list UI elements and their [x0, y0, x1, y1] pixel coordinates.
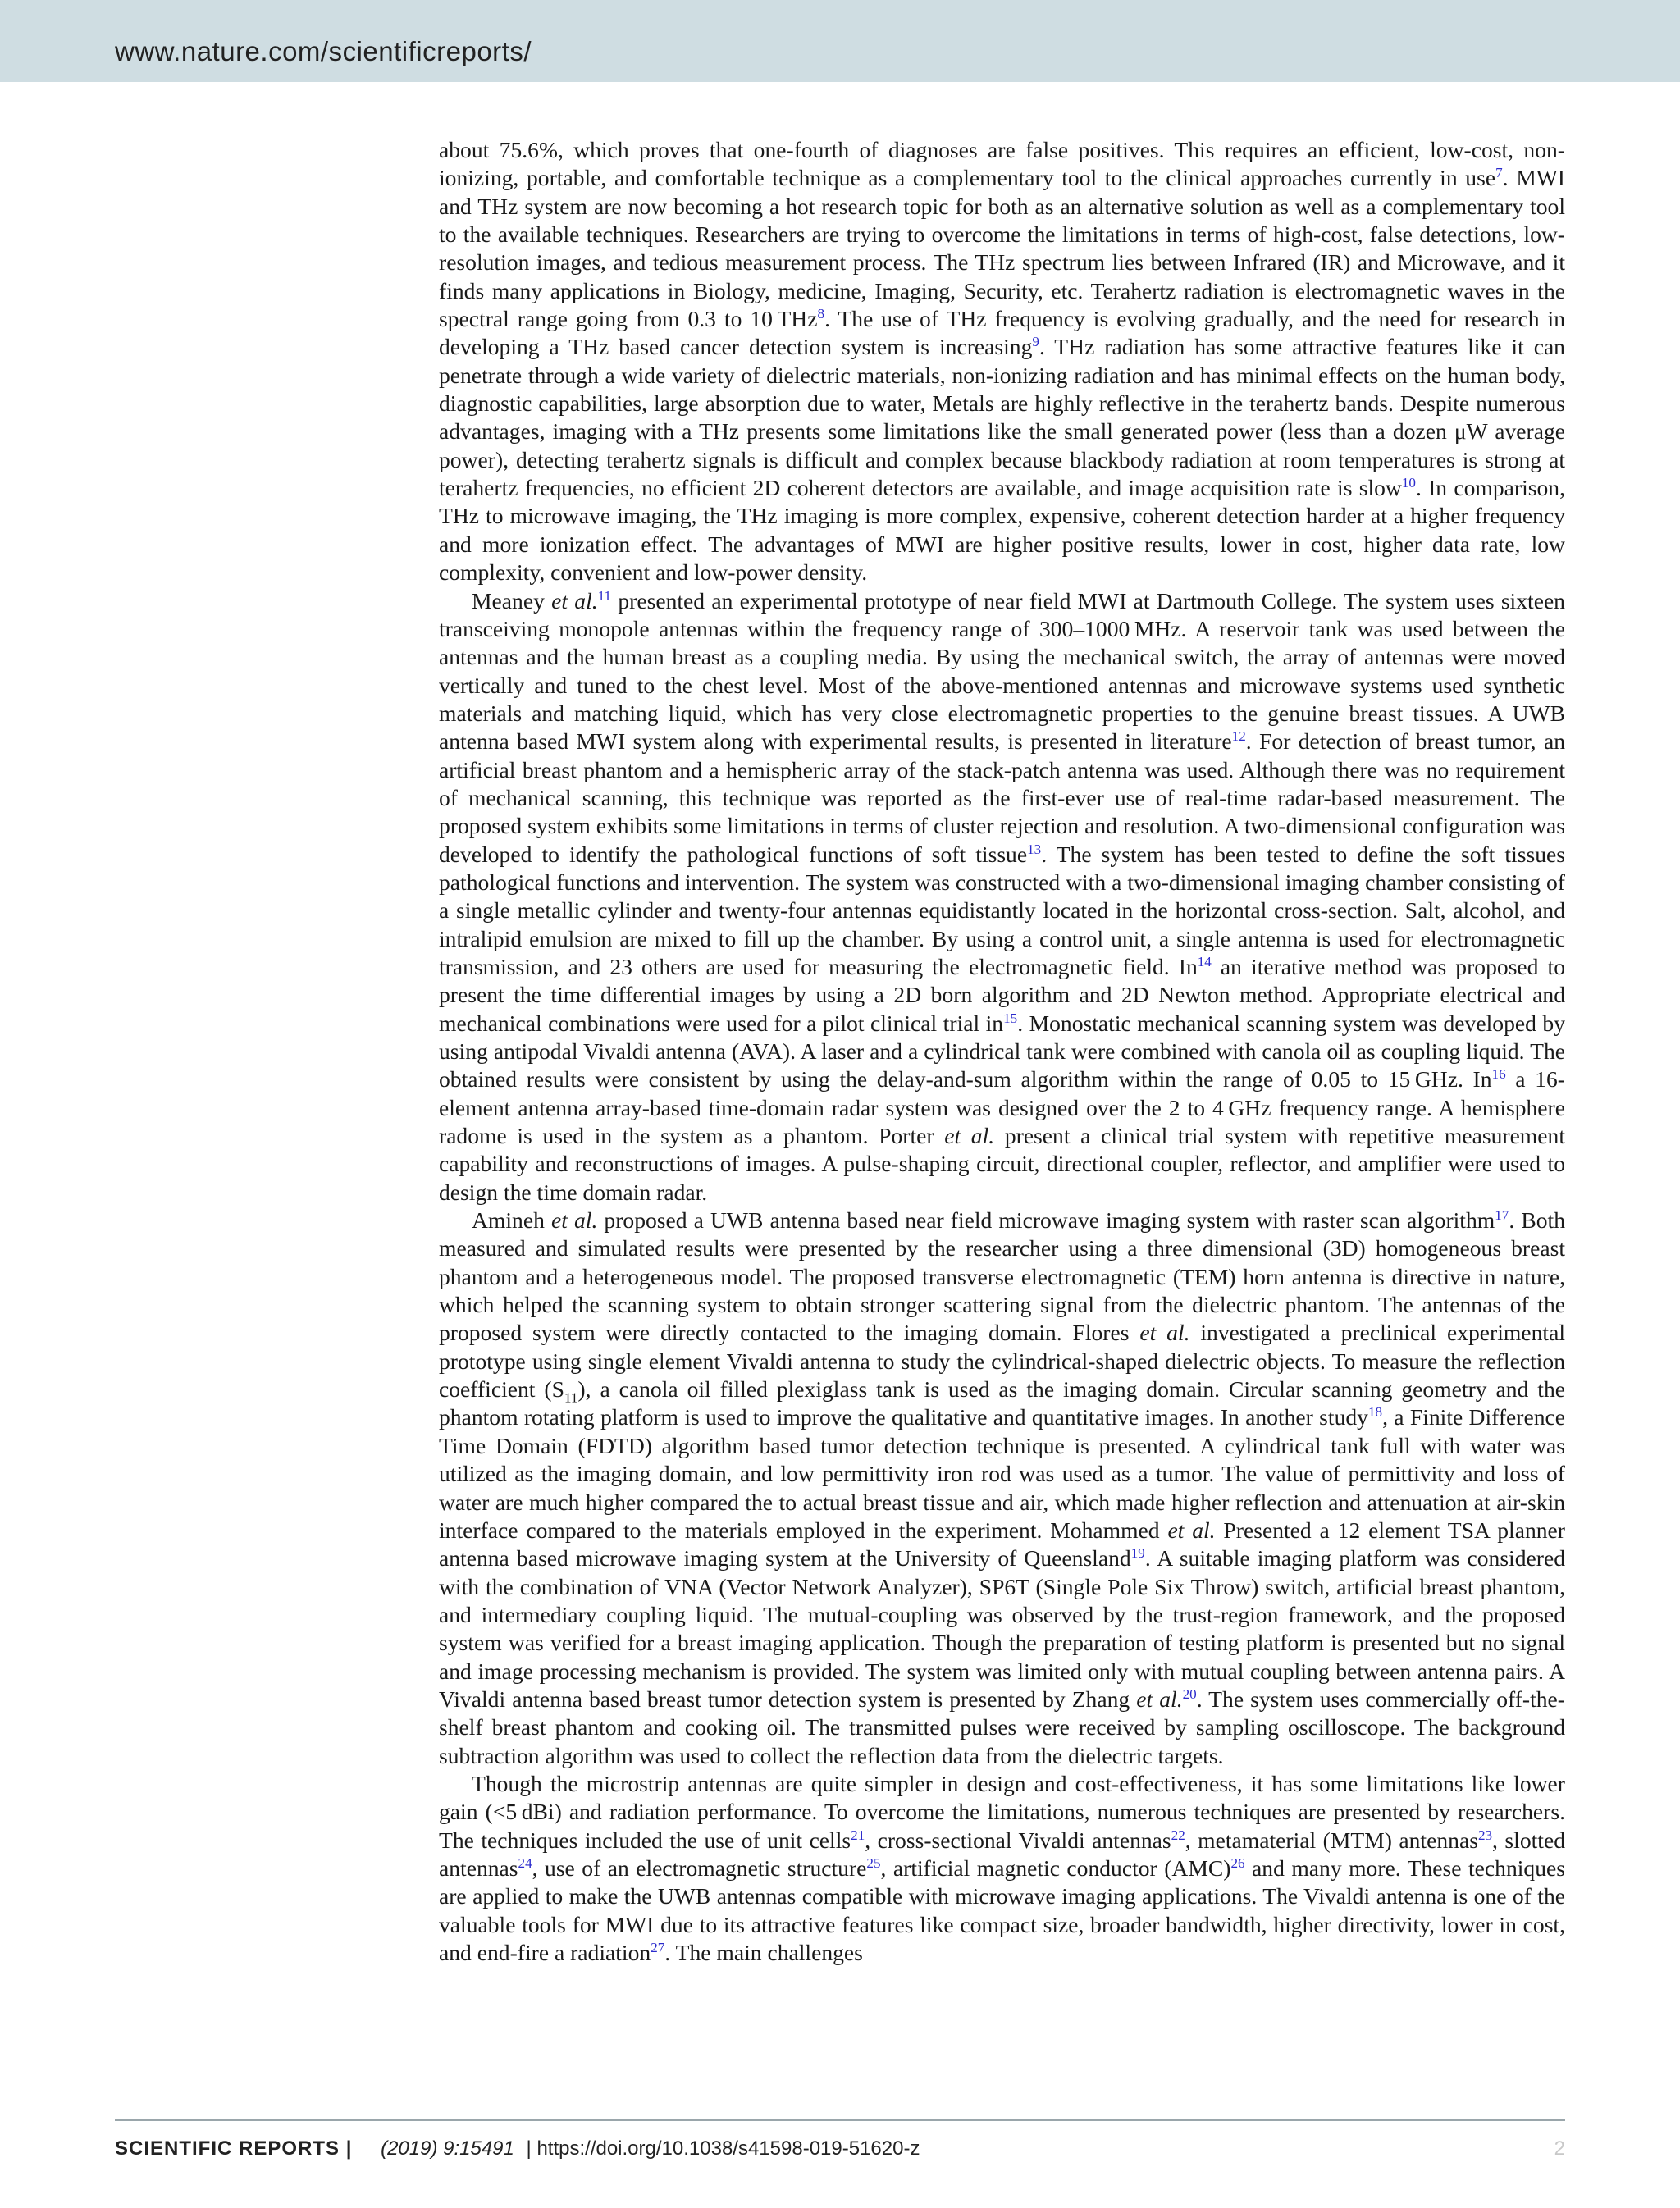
italic-text: et al. — [1136, 1686, 1183, 1712]
reference-citation-link[interactable]: 25 — [866, 1854, 881, 1871]
italic-text: et al. — [944, 1123, 995, 1149]
text-run: , a Finite Difference Time Domain (FDTD) algorithm based tumor detection technique is presented. A cylindrical tank full with water was utilized as the imaging domain, and low permittivity iron rod was used as a tumor. The value of permittivity and loss of water are much higher compared the to actual breast tissue and air, which made higher reflection and attenuation at air-skin interface compared to the materials employed in the experiment. Mohammed — [439, 1404, 1566, 1543]
subscript-text: 11 — [564, 1389, 578, 1406]
reference-citation-link[interactable]: 9 — [1032, 334, 1039, 350]
reference-citation-link[interactable]: 23 — [1477, 1827, 1493, 1843]
text-run: an iterative method was proposed to present the time differential images by using a 2D born algorithm and 2D Newton method. Appropriate electrical and mechanical combinations were used for a pilot clinical trial in — [439, 953, 1566, 1036]
reference-citation-link[interactable]: 19 — [1130, 1545, 1145, 1561]
reference-citation-link[interactable]: 15 — [1003, 1010, 1018, 1026]
reference-citation-link[interactable]: 12 — [1231, 728, 1246, 745]
reference-citation-link[interactable]: 20 — [1182, 1686, 1197, 1702]
reference-citation-link[interactable]: 8 — [817, 305, 825, 322]
text-run: . The system has been tested to define the soft tissues pathological functions and intervention. The system was constructed with a two-dimensional imaging chamber consisting of a single metallic cylinder and twenty-four antennas equidistantly located in the horizontal cross-section. Salt, alcohol, and intralipid emulsion are mixed to fill up the chamber. By using a control unit, a single antenna is used for electromagnetic transmission, and 23 others are used for measuring the electromagnetic field. In — [439, 841, 1565, 979]
reference-citation-link[interactable]: 14 — [1197, 953, 1212, 969]
body-paragraph — [439, 1207, 1565, 1770]
reference-citation-link[interactable]: 11 — [597, 587, 612, 604]
header-url[interactable]: www.nature.com/scientificreports/ — [115, 36, 532, 66]
text-run: . The main challenges — [664, 1940, 863, 1965]
italic-text: et al. — [551, 587, 598, 614]
text-run: Amineh — [472, 1207, 551, 1234]
text-run: . In comparison, THz to microwave imaging, the THz imaging is more complex, expensive, coherent detection harder at a higher frequency and more ionization effect. The advantages of MWI are higher positive results, lower in cost, higher data rate, low complexity, convenient and low-power density. — [439, 475, 1566, 586]
text-run: about 75.6%, which proves that one-fourth of diagnoses are false positives. This requires an efficient, low-cost, non-ionizing, portable, and comfortable technique as a complementary tool to the clinical approaches currently in use — [439, 137, 1565, 191]
text-run: a 16-element antenna array-based time-domain radar system was designed over the 2 to 4 GHz frequency range. A hemisphere radome is used in the system as a phantom. Porter — [439, 1066, 1566, 1149]
page-header — [0, 0, 1680, 82]
reference-citation-link[interactable]: 18 — [1367, 1404, 1383, 1421]
reference-citation-link[interactable]: 16 — [1491, 1066, 1506, 1083]
footer-doi-link[interactable]: | https://doi.org/10.1038/s41598-019-51620-z — [526, 2137, 920, 2160]
text-run: Though the microstrip antennas are quite simpler in design and cost-effectiveness, it has some limitations like lower gain (<5 dBi) and radiation performance. To overcome the limitations, numerous techniques are presented by researchers. The techniques included the use of unit cells — [439, 1770, 1565, 1853]
text-run: ), a canola oil filled plexiglass tank is used as the imaging domain. Circular scanning geometry and the phantom rotating platform is used to improve the qualitative and quantitative images. In another study — [439, 1376, 1565, 1430]
reference-citation-link[interactable]: 26 — [1230, 1854, 1245, 1871]
text-run: , slotted antennas — [439, 1827, 1565, 1881]
page-footer — [115, 2137, 1565, 2160]
body-paragraph — [439, 1770, 1565, 1967]
body-paragraph — [439, 587, 1565, 1207]
italic-text: et al. — [1167, 1517, 1216, 1543]
text-run: presented an experimental prototype of near field MWI at Dartmouth College. The system uses sixteen transceiving monopole antennas within the frequency range of 300–1000 MHz. A reservoir tank was used between the antennas and the human breast as a coupling media. By using the mechanical switch, the array of antennas were moved vertically and tuned to the chest level. Most of the above-mentioned antennas and microwave systems used synthetic materials and matching liquid, which has very close electromagnetic properties to the genuine breast tissues. A UWB antenna based MWI system along with experimental results, is presented in literature — [439, 587, 1565, 755]
italic-text: et al. — [550, 1207, 598, 1234]
reference-citation-link[interactable]: 7 — [1495, 165, 1503, 181]
page-number: 2 — [1554, 2137, 1565, 2160]
text-run: , cross-sectional Vivaldi antennas — [865, 1827, 1171, 1853]
text-run: , use of an electromagnetic structure — [532, 1854, 867, 1881]
text-run: . MWI and THz system are now becoming a hot research topic for both as an alternative solution as well as a complementary tool to the available techniques. Researchers are trying to overcome the limitations in terms of high-cost, false detections, low-resolution images, and tedious measurement process. The THz spectrum lies between Infrared (IR) and Microwave, and it finds many applications in Biology, medicine, Imaging, Security, etc. Terahertz radiation is electromagnetic waves in the spectral range going from 0.3 to 10 THz — [439, 165, 1565, 332]
text-run: and many more. These techniques are applied to make the UWB antennas compatible with microwave imaging applications. The Vivaldi antenna is one of the valuable tools for MWI due to its attractive features like compact size, broader bandwidth, higher directivity, lower in cost, and end-fire a radiation — [439, 1854, 1566, 1965]
reference-citation-link[interactable]: 24 — [518, 1854, 532, 1871]
text-run: . Monostatic mechanical scanning system was developed by using antipodal Vivaldi antenna (AVA). A laser and a cylindrical tank were combined with canola oil as coupling liquid. The obtained results were consistent by using the delay-and-sum algorithm within the range of 0.05 to 15 GHz. In — [439, 1010, 1565, 1093]
text-run: . THz radiation has some attractive features like it can penetrate through a wide variety of dielectric materials, non-ionizing radiation and has minimal effects on the human body, diagnostic capabilities, large absorption due to water, Metals are highly reflective in the terahertz bands. Despite numerous advantages, imaging with a THz presents some limitations like the small generated power (less than a dozen μW average power), detecting terahertz signals is difficult and complex because blackbody radiation at room temperatures is strong at terahertz frequencies, no efficient 2D coherent detectors are available, and image acquisition rate is slow — [439, 334, 1565, 501]
italic-text: et al. — [1139, 1320, 1190, 1346]
text-run: . The use of THz frequency is evolving gradually, and the need for research in developing a THz based cancer detection system is increasing — [439, 306, 1565, 360]
text-run: , artificial magnetic conductor (AMC) — [880, 1854, 1231, 1881]
text-run: . Both measured and simulated results were presented by the researcher using a three dimensional (3D) homogeneous breast phantom and a heterogeneous model. The proposed transverse electromagnetic (TEM) horn antenna is directive in nature, which helped the scanning system to obtain stronger scattering signal from the dielectric phantom. The antennas of the proposed system were directly contacted to the imaging domain. Flores — [439, 1207, 1565, 1346]
text-run: investigated a preclinical experimental prototype using single element Vivaldi antenna to study the cylindrical-shaped dielectric objects. To measure the reflection coefficient (S — [439, 1320, 1565, 1403]
body-paragraph — [439, 136, 1565, 587]
footer-journal-name: SCIENTIFIC REPORTS | — [115, 2137, 353, 2160]
footer-citation: (2019) 9:15491 — [381, 2137, 514, 2160]
reference-citation-link[interactable]: 17 — [1495, 1207, 1509, 1223]
reference-citation-link[interactable]: 21 — [851, 1827, 865, 1843]
reference-citation-link[interactable]: 10 — [1401, 474, 1416, 490]
text-run: present a clinical trial system with repetitive measurement capability and reconstructions of images. A pulse-shaping circuit, directional coupler, reflector, and amplifier were used to design the time domain radar. — [439, 1123, 1565, 1205]
reference-citation-link[interactable]: 22 — [1171, 1827, 1185, 1843]
text-run: , metamaterial (MTM) antennas — [1185, 1827, 1478, 1853]
text-run: proposed a UWB antenna based near field microwave imaging system with raster scan algorithm — [597, 1207, 1495, 1234]
text-run: . For detection of breast tumor, an artificial breast phantom and a hemispheric array of the stack-patch antenna was used. Although there was no requirement of mechanical scanning, this technique was reported as the first-ever use of real-time radar-based measurement. The proposed system exhibits some limitations in terms of cluster rejection and resolution. A two-dimensional configuration was developed to identify the pathological functions of soft tissue — [439, 728, 1566, 867]
article-body — [439, 136, 1565, 1967]
text-run: Meaney — [472, 587, 552, 614]
text-run: Presented a 12 element TSA planner antenna based microwave imaging system at the University of Queensland — [439, 1517, 1565, 1572]
text-run: . A suitable imaging platform was considered with the combination of VNA (Vector Network Analyzer), SP6T (Single Pole Six Throw) switch, artificial breast phantom, and intermediary coupling liquid. The mutual-coupling was observed by the trust-region framework, and the proposed system was verified for a breast imaging application. Though the preparation of testing platform is presented but no signal and image processing mechanism is provided. The system was limited only with mutual coupling between antenna pairs. A Vivaldi antenna based breast tumor detection system is presented by Zhang — [439, 1545, 1565, 1712]
reference-citation-link[interactable]: 27 — [651, 1939, 665, 1955]
footer-divider — [115, 2119, 1565, 2121]
text-run: . The system uses commercially off-the-shelf breast phantom and cooking oil. The transmitted pulses were received by sampling oscilloscope. The background subtraction algorithm was used to collect the reflection data from the dielectric targets. — [439, 1686, 1565, 1768]
reference-citation-link[interactable]: 13 — [1027, 841, 1042, 857]
